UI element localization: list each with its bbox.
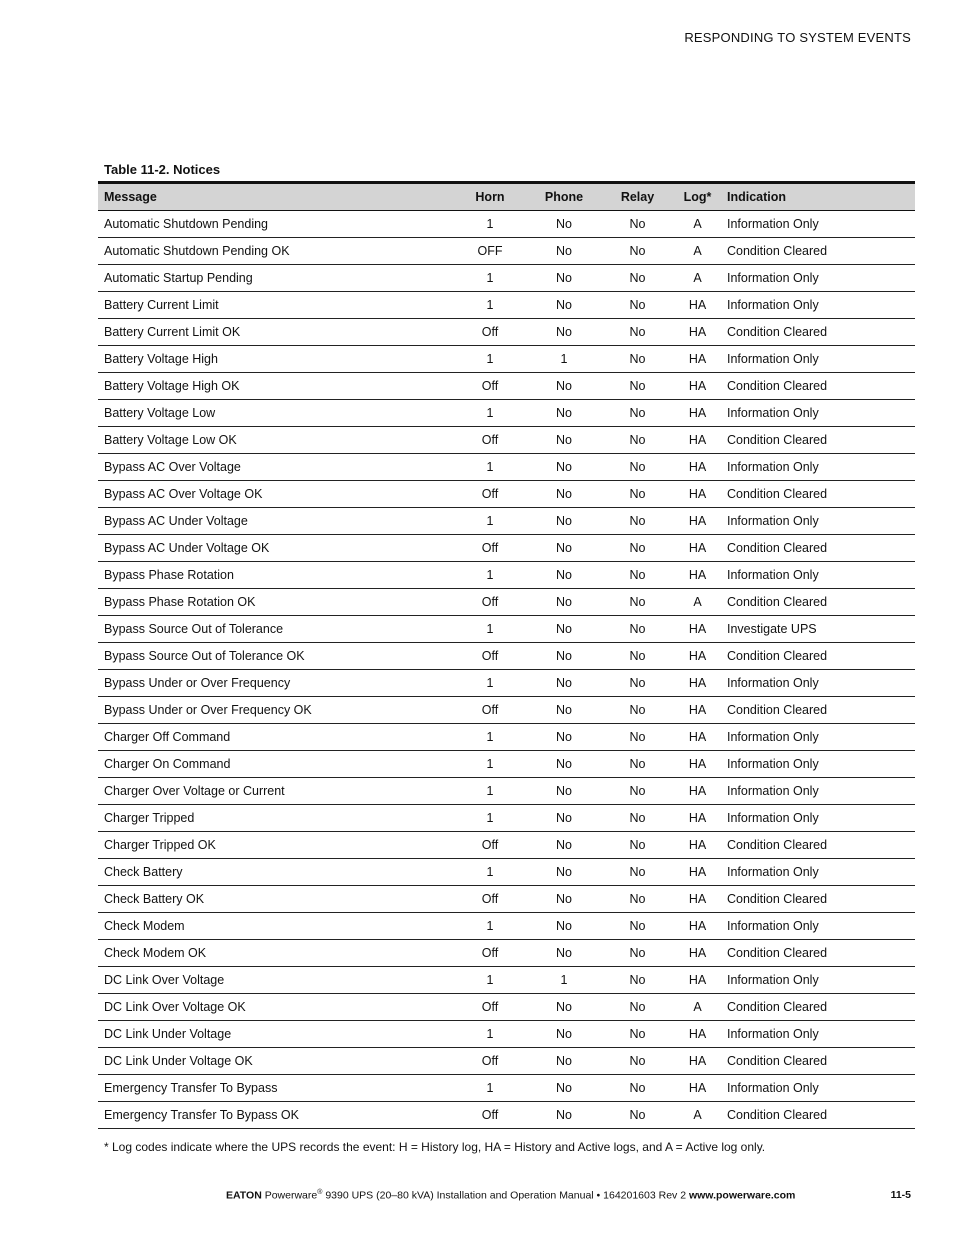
cell-indication: Condition Cleared [721, 589, 915, 616]
cell-relay: No [601, 859, 674, 886]
table-row [98, 319, 915, 346]
cell-relay: No [601, 751, 674, 778]
cell-indication: Information Only [721, 751, 915, 778]
cell-indication: Information Only [721, 859, 915, 886]
cell-message: Check Modem [98, 913, 453, 940]
cell-indication: Condition Cleared [721, 238, 915, 265]
table-row [98, 724, 915, 751]
cell-horn: Off [453, 319, 527, 346]
cell-indication: Condition Cleared [721, 832, 915, 859]
cell-log: HA [674, 1021, 721, 1048]
cell-relay: No [601, 562, 674, 589]
cell-phone: No [527, 805, 601, 832]
cell-horn: 1 [453, 265, 527, 292]
cell-message: Check Battery [98, 859, 453, 886]
cell-phone: No [527, 886, 601, 913]
cell-horn: 1 [453, 805, 527, 832]
cell-indication: Condition Cleared [721, 481, 915, 508]
cell-log: HA [674, 508, 721, 535]
cell-log: A [674, 589, 721, 616]
cell-horn: Off [453, 1102, 527, 1129]
cell-phone: No [527, 535, 601, 562]
cell-log: HA [674, 1048, 721, 1075]
cell-horn: 1 [453, 751, 527, 778]
table-row [98, 913, 915, 940]
cell-horn: Off [453, 697, 527, 724]
cell-relay: No [601, 400, 674, 427]
table-row [98, 859, 915, 886]
cell-horn: Off [453, 994, 527, 1021]
cell-message: Bypass Phase Rotation [98, 562, 453, 589]
cell-relay: No [601, 832, 674, 859]
table-row [98, 1102, 915, 1129]
cell-relay: No [601, 373, 674, 400]
cell-horn: Off [453, 643, 527, 670]
cell-log: HA [674, 751, 721, 778]
cell-phone: No [527, 616, 601, 643]
cell-phone: No [527, 562, 601, 589]
cell-phone: No [527, 859, 601, 886]
cell-message: Bypass Phase Rotation OK [98, 589, 453, 616]
cell-message: Bypass Source Out of Tolerance [98, 616, 453, 643]
cell-relay: No [601, 292, 674, 319]
cell-relay: No [601, 967, 674, 994]
cell-phone: No [527, 1048, 601, 1075]
cell-message: Battery Current Limit OK [98, 319, 453, 346]
cell-phone: No [527, 589, 601, 616]
cell-message: Automatic Startup Pending [98, 265, 453, 292]
column-header-indication: Indication [721, 183, 915, 211]
cell-horn: 1 [453, 400, 527, 427]
cell-indication: Information Only [721, 562, 915, 589]
cell-indication: Condition Cleared [721, 427, 915, 454]
cell-phone: No [527, 670, 601, 697]
footer-manual-title: 9390 UPS (20–80 kVA) Installation and Operation Manual • 164201603 Rev 2 [322, 1189, 689, 1202]
cell-relay: No [601, 616, 674, 643]
cell-log: HA [674, 616, 721, 643]
table-body [98, 211, 915, 1129]
table-row [98, 751, 915, 778]
cell-relay: No [601, 265, 674, 292]
cell-indication: Condition Cleared [721, 1102, 915, 1129]
table-row [98, 238, 915, 265]
cell-indication: Condition Cleared [721, 886, 915, 913]
notices-table [98, 181, 915, 1129]
cell-indication: Information Only [721, 346, 915, 373]
cell-message: Bypass Under or Over Frequency [98, 670, 453, 697]
cell-relay: No [601, 994, 674, 1021]
cell-horn: 1 [453, 562, 527, 589]
table-row [98, 805, 915, 832]
cell-log: HA [674, 373, 721, 400]
cell-message: Charger Tripped OK [98, 832, 453, 859]
cell-message: Emergency Transfer To Bypass [98, 1075, 453, 1102]
cell-horn: 1 [453, 913, 527, 940]
cell-log: HA [674, 886, 721, 913]
cell-log: HA [674, 724, 721, 751]
registered-mark: ® [317, 1189, 323, 1196]
cell-phone: No [527, 481, 601, 508]
cell-horn: Off [453, 373, 527, 400]
column-header-message: Message [98, 183, 453, 211]
cell-relay: No [601, 508, 674, 535]
table-row [98, 994, 915, 1021]
cell-phone: No [527, 778, 601, 805]
cell-relay: No [601, 670, 674, 697]
cell-indication: Condition Cleared [721, 643, 915, 670]
table-row [98, 1048, 915, 1075]
cell-indication: Condition Cleared [721, 373, 915, 400]
cell-horn: 1 [453, 454, 527, 481]
cell-phone: No [527, 832, 601, 859]
cell-phone: 1 [527, 346, 601, 373]
table-row [98, 292, 915, 319]
table-row [98, 940, 915, 967]
cell-log: HA [674, 643, 721, 670]
cell-phone: No [527, 724, 601, 751]
cell-horn: Off [453, 832, 527, 859]
cell-message: Charger On Command [98, 751, 453, 778]
cell-message: Battery Voltage High OK [98, 373, 453, 400]
table-row [98, 265, 915, 292]
cell-indication: Condition Cleared [721, 940, 915, 967]
cell-indication: Information Only [721, 400, 915, 427]
cell-log: HA [674, 562, 721, 589]
cell-horn: 1 [453, 967, 527, 994]
cell-indication: Information Only [721, 913, 915, 940]
cell-phone: No [527, 265, 601, 292]
cell-log: HA [674, 805, 721, 832]
table-row [98, 373, 915, 400]
table-row [98, 481, 915, 508]
table-header-row [98, 183, 915, 211]
table-row [98, 454, 915, 481]
cell-relay: No [601, 697, 674, 724]
cell-log: HA [674, 859, 721, 886]
page-number: 11-5 [890, 1189, 911, 1201]
table-row [98, 346, 915, 373]
cell-log: HA [674, 292, 721, 319]
cell-message: Bypass Source Out of Tolerance OK [98, 643, 453, 670]
cell-log: HA [674, 346, 721, 373]
cell-indication: Information Only [721, 1075, 915, 1102]
cell-relay: No [601, 724, 674, 751]
cell-relay: No [601, 481, 674, 508]
cell-horn: 1 [453, 778, 527, 805]
cell-relay: No [601, 1075, 674, 1102]
cell-relay: No [601, 589, 674, 616]
table-row [98, 670, 915, 697]
cell-log: HA [674, 913, 721, 940]
cell-phone: No [527, 238, 601, 265]
cell-relay: No [601, 319, 674, 346]
cell-relay: No [601, 1048, 674, 1075]
table-title: Table 11-2. Notices [104, 162, 221, 177]
table-row [98, 643, 915, 670]
cell-message: Battery Voltage Low OK [98, 427, 453, 454]
table-row [98, 400, 915, 427]
page-footer [226, 1189, 795, 1202]
cell-relay: No [601, 778, 674, 805]
cell-phone: No [527, 751, 601, 778]
cell-phone: 1 [527, 967, 601, 994]
table-row [98, 427, 915, 454]
cell-message: Charger Tripped [98, 805, 453, 832]
cell-phone: No [527, 508, 601, 535]
table-row [98, 616, 915, 643]
cell-log: HA [674, 670, 721, 697]
cell-horn: 1 [453, 724, 527, 751]
cell-relay: No [601, 427, 674, 454]
cell-relay: No [601, 454, 674, 481]
cell-horn: 1 [453, 346, 527, 373]
table-row [98, 211, 915, 238]
table-row [98, 778, 915, 805]
column-header-phone: Phone [527, 183, 601, 211]
cell-message: Emergency Transfer To Bypass OK [98, 1102, 453, 1129]
cell-message: Automatic Shutdown Pending [98, 211, 453, 238]
cell-indication: Information Only [721, 778, 915, 805]
cell-log: HA [674, 940, 721, 967]
cell-log: HA [674, 535, 721, 562]
cell-log: HA [674, 481, 721, 508]
cell-horn: 1 [453, 211, 527, 238]
cell-indication: Information Only [721, 508, 915, 535]
cell-phone: No [527, 994, 601, 1021]
cell-message: DC Link Under Voltage OK [98, 1048, 453, 1075]
cell-horn: Off [453, 940, 527, 967]
section-header: RESPONDING TO SYSTEM EVENTS [684, 30, 911, 45]
cell-relay: No [601, 805, 674, 832]
table-row [98, 832, 915, 859]
table-row [98, 589, 915, 616]
cell-phone: No [527, 454, 601, 481]
cell-log: HA [674, 1075, 721, 1102]
cell-message: Check Battery OK [98, 886, 453, 913]
table-row [98, 535, 915, 562]
cell-log: HA [674, 778, 721, 805]
cell-message: Battery Voltage High [98, 346, 453, 373]
cell-log: A [674, 265, 721, 292]
cell-horn: 1 [453, 1021, 527, 1048]
cell-phone: No [527, 211, 601, 238]
table-row [98, 967, 915, 994]
cell-indication: Condition Cleared [721, 994, 915, 1021]
column-header-relay: Relay [601, 183, 674, 211]
cell-horn: Off [453, 535, 527, 562]
footer-brand: EATON [226, 1189, 262, 1202]
cell-message: Bypass AC Over Voltage [98, 454, 453, 481]
cell-log: A [674, 994, 721, 1021]
cell-log: HA [674, 967, 721, 994]
cell-relay: No [601, 238, 674, 265]
cell-horn: Off [453, 886, 527, 913]
cell-phone: No [527, 1102, 601, 1129]
cell-relay: No [601, 1021, 674, 1048]
cell-message: Bypass AC Under Voltage OK [98, 535, 453, 562]
cell-message: DC Link Under Voltage [98, 1021, 453, 1048]
cell-message: Check Modem OK [98, 940, 453, 967]
cell-message: DC Link Over Voltage [98, 967, 453, 994]
table-row [98, 886, 915, 913]
cell-relay: No [601, 913, 674, 940]
cell-phone: No [527, 913, 601, 940]
cell-phone: No [527, 400, 601, 427]
cell-phone: No [527, 1021, 601, 1048]
cell-message: Charger Over Voltage or Current [98, 778, 453, 805]
cell-message: Bypass AC Under Voltage [98, 508, 453, 535]
table-footnote: * Log codes indicate where the UPS records the event: H = History log, HA = History and Active logs, and A = Active log only. [104, 1140, 766, 1154]
cell-log: HA [674, 832, 721, 859]
cell-horn: Off [453, 481, 527, 508]
footer-product: Powerware [264, 1189, 318, 1202]
cell-phone: No [527, 940, 601, 967]
cell-phone: No [527, 292, 601, 319]
cell-horn: 1 [453, 508, 527, 535]
cell-message: Bypass AC Over Voltage OK [98, 481, 453, 508]
cell-indication: Information Only [721, 211, 915, 238]
cell-log: A [674, 211, 721, 238]
table-row [98, 508, 915, 535]
cell-message: DC Link Over Voltage OK [98, 994, 453, 1021]
cell-horn: Off [453, 427, 527, 454]
cell-log: HA [674, 400, 721, 427]
table-row [98, 1021, 915, 1048]
cell-relay: No [601, 535, 674, 562]
cell-horn: 1 [453, 670, 527, 697]
cell-message: Battery Current Limit [98, 292, 453, 319]
cell-log: HA [674, 697, 721, 724]
column-header-horn: Horn [453, 183, 527, 211]
table-row [98, 1075, 915, 1102]
cell-message: Automatic Shutdown Pending OK [98, 238, 453, 265]
cell-phone: No [527, 1075, 601, 1102]
cell-message: Battery Voltage Low [98, 400, 453, 427]
cell-horn: 1 [453, 1075, 527, 1102]
cell-log: A [674, 238, 721, 265]
cell-horn: 1 [453, 616, 527, 643]
cell-horn: 1 [453, 859, 527, 886]
cell-relay: No [601, 211, 674, 238]
cell-log: HA [674, 427, 721, 454]
cell-horn: 1 [453, 292, 527, 319]
table-row [98, 562, 915, 589]
cell-message: Bypass Under or Over Frequency OK [98, 697, 453, 724]
cell-relay: No [601, 940, 674, 967]
cell-relay: No [601, 1102, 674, 1129]
cell-relay: No [601, 643, 674, 670]
cell-log: HA [674, 454, 721, 481]
cell-log: HA [674, 319, 721, 346]
cell-horn: Off [453, 589, 527, 616]
cell-indication: Investigate UPS [721, 616, 915, 643]
cell-indication: Information Only [721, 805, 915, 832]
cell-phone: No [527, 697, 601, 724]
cell-phone: No [527, 643, 601, 670]
cell-indication: Condition Cleared [721, 1048, 915, 1075]
cell-horn: OFF [453, 238, 527, 265]
cell-indication: Condition Cleared [721, 319, 915, 346]
cell-indication: Information Only [721, 265, 915, 292]
cell-log: A [674, 1102, 721, 1129]
cell-indication: Information Only [721, 454, 915, 481]
cell-phone: No [527, 319, 601, 346]
table-row [98, 697, 915, 724]
cell-indication: Information Only [721, 670, 915, 697]
column-header-log: Log* [674, 183, 721, 211]
cell-indication: Information Only [721, 967, 915, 994]
cell-indication: Condition Cleared [721, 535, 915, 562]
cell-indication: Condition Cleared [721, 697, 915, 724]
cell-message: Charger Off Command [98, 724, 453, 751]
footer-url: www.powerware.com [688, 1189, 796, 1202]
cell-indication: Information Only [721, 724, 915, 751]
cell-indication: Information Only [721, 1021, 915, 1048]
cell-phone: No [527, 427, 601, 454]
cell-indication: Information Only [721, 292, 915, 319]
cell-relay: No [601, 886, 674, 913]
cell-relay: No [601, 346, 674, 373]
cell-phone: No [527, 373, 601, 400]
cell-horn: Off [453, 1048, 527, 1075]
